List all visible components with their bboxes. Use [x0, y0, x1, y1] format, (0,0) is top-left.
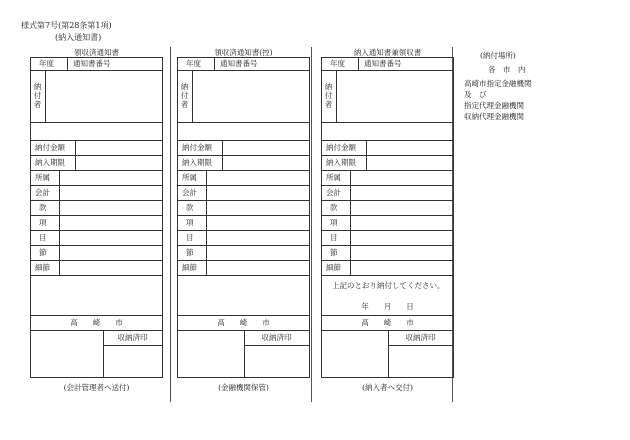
year-label: 年度	[39, 59, 54, 68]
column-3-title: 納入通知書兼領収書	[353, 48, 422, 57]
saisetsu-label: 細節	[326, 263, 341, 272]
account-label: 会計	[182, 188, 197, 197]
setsu-label: 節	[39, 248, 47, 257]
notice-number-label: 通知書番号	[220, 59, 258, 68]
seal-label: 収納済印	[117, 333, 148, 342]
column-1-title: 領収済通知書	[74, 48, 119, 57]
deadline-label: 納入期限	[182, 158, 212, 167]
deadline-label: 納入期限	[326, 158, 356, 167]
moku-label: 目	[330, 233, 338, 242]
payment-place-title: (納付場所)	[480, 51, 516, 60]
column-1-footer: (会計管理者へ送付)	[63, 383, 130, 392]
payment-place-line-3: 指定代理金融機関	[464, 101, 524, 110]
separator-2	[311, 47, 312, 402]
separator-1	[170, 47, 171, 402]
city-label: 高 崎 市	[361, 318, 414, 327]
moku-label: 目	[186, 233, 194, 242]
amount-label: 納付金額	[326, 143, 356, 152]
column-2-footer: (金融機関保管)	[218, 383, 269, 392]
affiliation-label: 所属	[326, 173, 341, 182]
payment-place-line-1: 高崎市指定金融機関	[464, 79, 532, 88]
kou-label: 項	[39, 218, 47, 227]
kan-label: 款	[330, 203, 338, 212]
affiliation-label: 所属	[182, 173, 197, 182]
form-number: 様式第7号(第28条第1項)	[21, 21, 112, 30]
kou-label: 項	[186, 218, 194, 227]
form-column-3	[321, 57, 454, 378]
amount-label: 納付金額	[182, 143, 212, 152]
account-label: 会計	[35, 188, 50, 197]
amount-label: 納付金額	[35, 143, 65, 152]
kou-label: 項	[330, 218, 338, 227]
moku-label: 目	[39, 233, 47, 242]
form-column-2	[177, 57, 310, 378]
deadline-label: 納入期限	[35, 158, 65, 167]
kan-label: 款	[39, 203, 47, 212]
saisetsu-label: 細節	[182, 263, 197, 272]
city-label: 高 崎 市	[70, 318, 123, 327]
year-label: 年度	[186, 59, 201, 68]
year-label: 年度	[330, 59, 345, 68]
column-2-title: 領収済通知書(控)	[214, 48, 273, 57]
setsu-label: 節	[330, 248, 338, 257]
notice-number-label: 通知書番号	[364, 59, 402, 68]
payer-label: 納付者	[324, 82, 333, 109]
form-column-1	[30, 57, 163, 378]
confirm-text: 上記のとおり納付してください。	[332, 281, 445, 290]
date-label: 年 月 日	[361, 302, 414, 311]
payer-label: 納付者	[180, 82, 189, 109]
saisetsu-label: 細節	[35, 263, 50, 272]
seal-label: 収納済印	[405, 333, 436, 342]
document-title: (納入通知書)	[55, 33, 102, 42]
seal-label: 収納済印	[261, 333, 292, 342]
kan-label: 款	[186, 203, 194, 212]
payment-place-line-4: 収納代理金融機関	[464, 112, 524, 121]
column-3-footer: (納入者へ交付)	[362, 383, 413, 392]
account-label: 会計	[326, 188, 341, 197]
payer-label: 納付者	[33, 82, 42, 109]
payment-place-subtitle: 各 市 内	[488, 65, 526, 74]
payment-place-line-2: 及 び	[464, 90, 487, 99]
setsu-label: 節	[186, 248, 194, 257]
affiliation-label: 所属	[35, 173, 50, 182]
notice-number-label: 通知書番号	[73, 59, 111, 68]
city-label: 高 崎 市	[217, 318, 270, 327]
